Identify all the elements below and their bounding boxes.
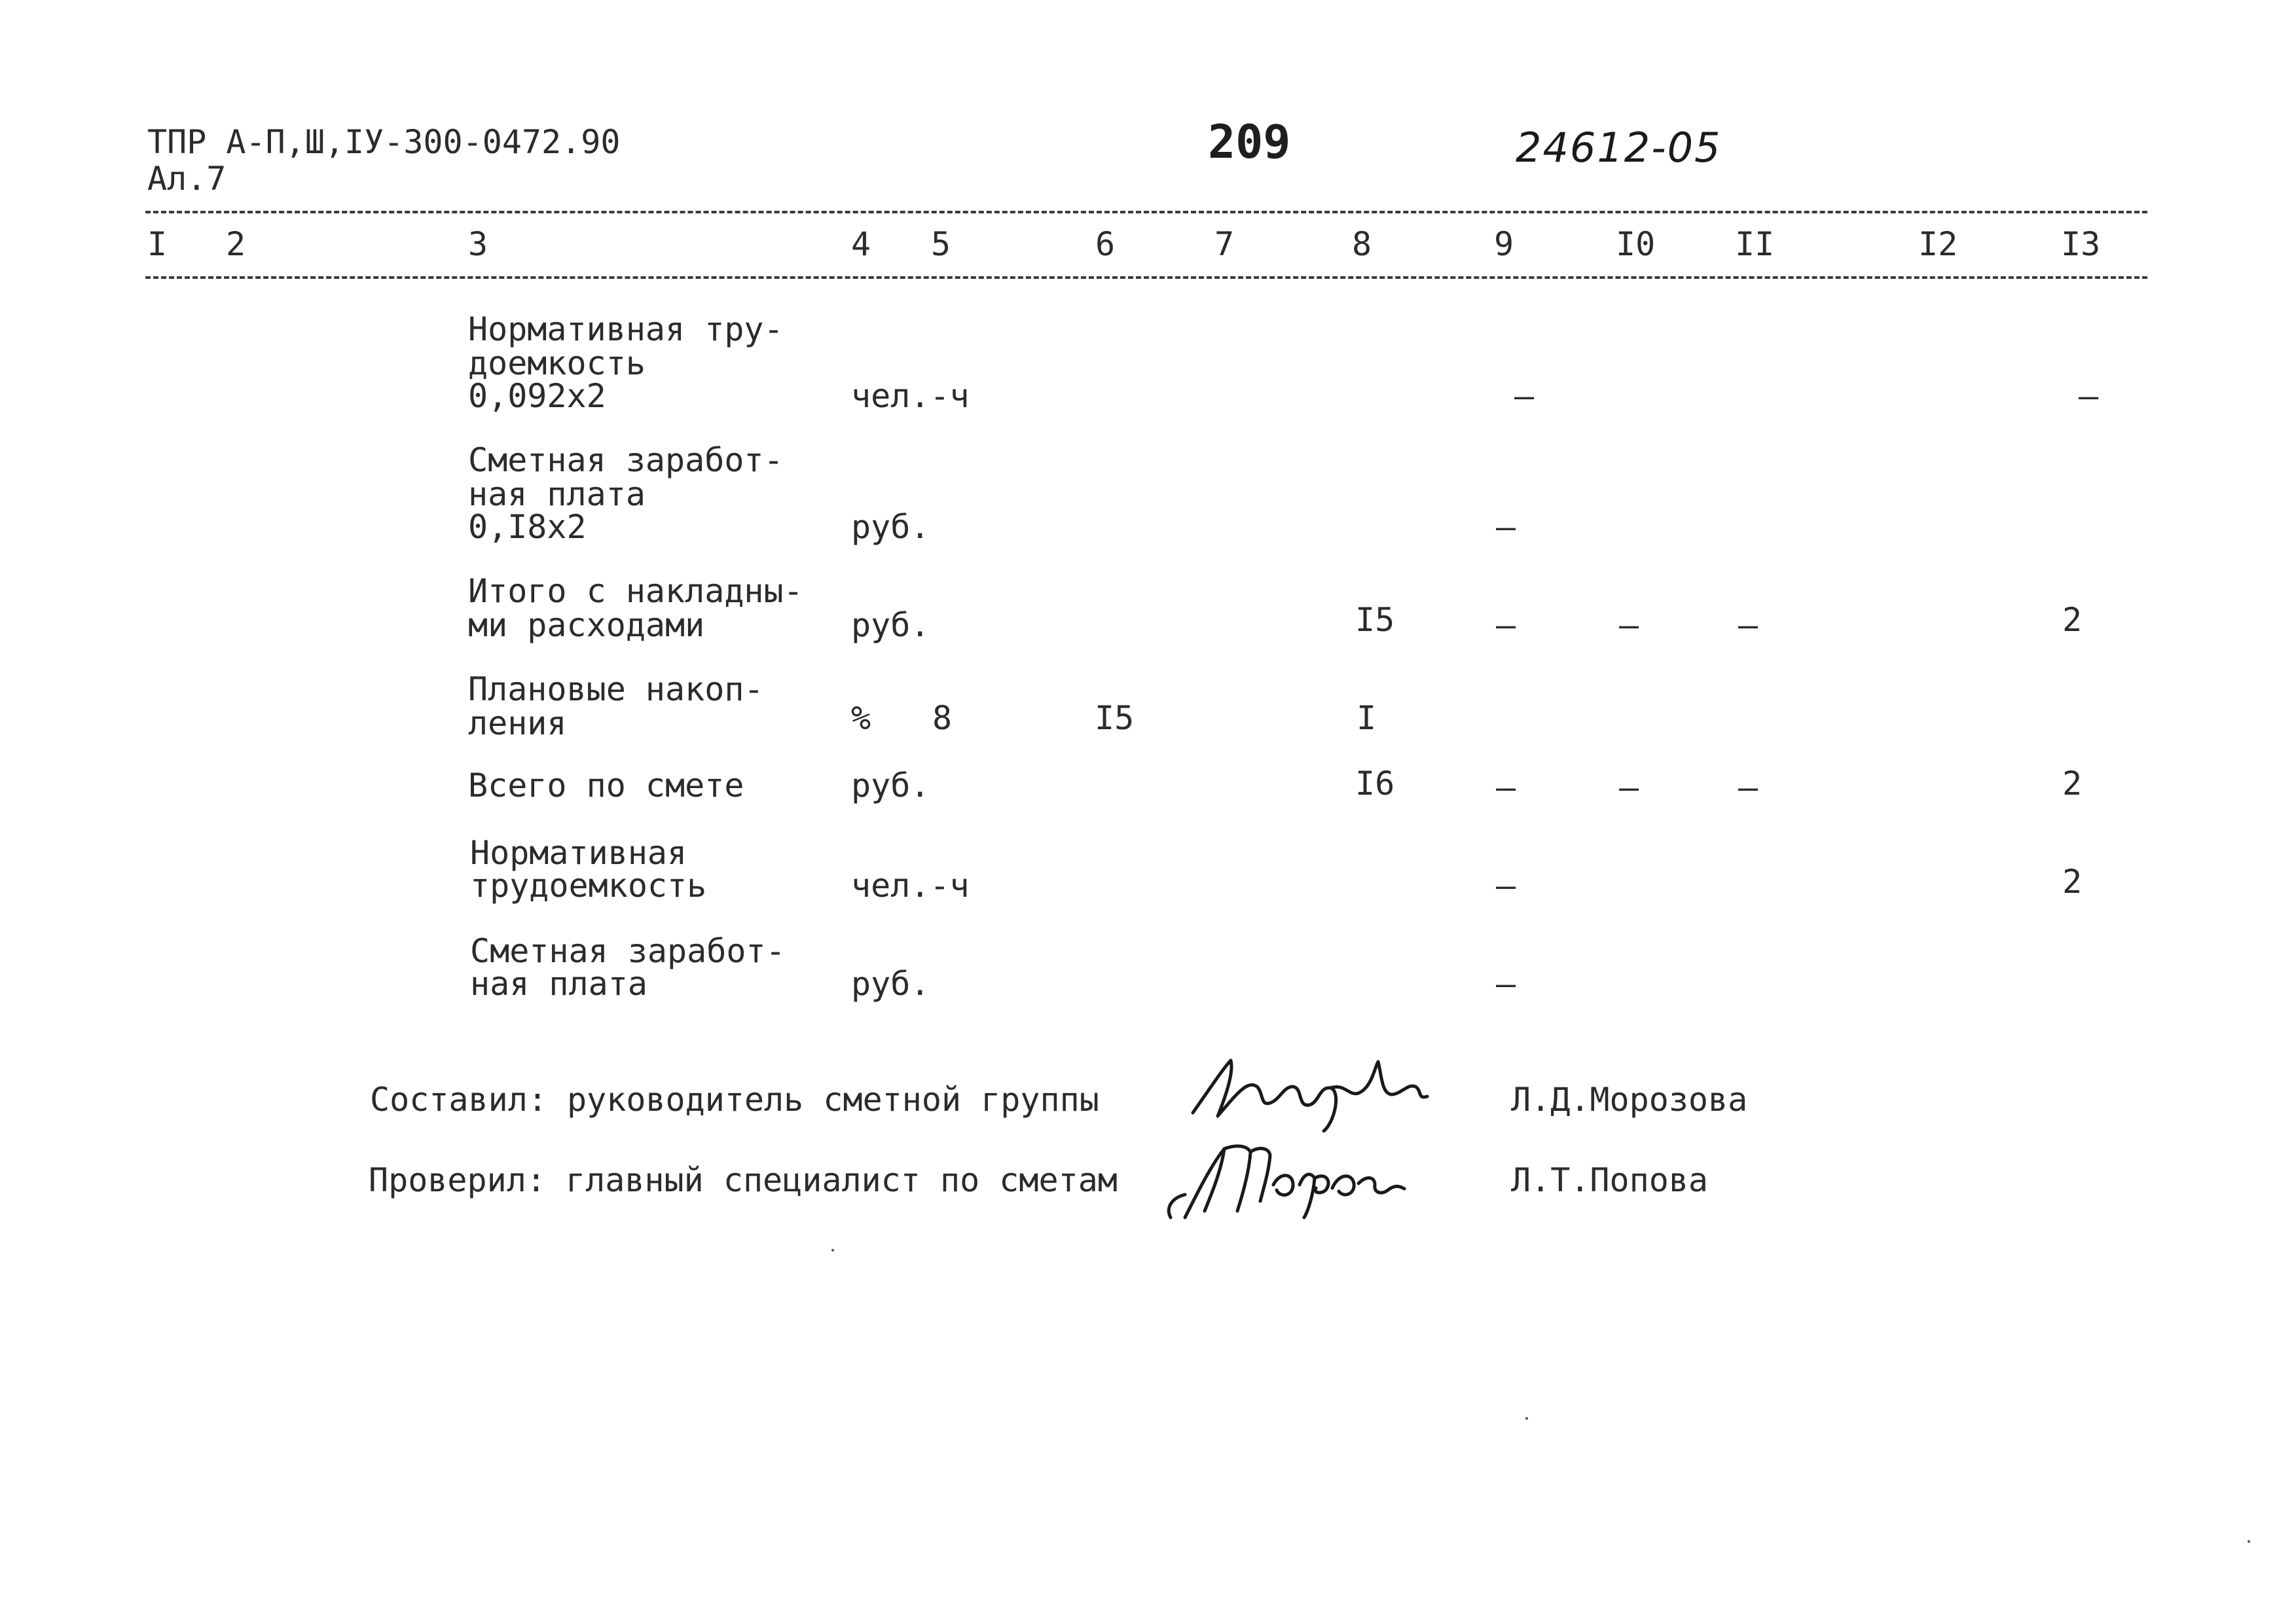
cell-col9: – xyxy=(1514,377,1535,415)
scan-speck xyxy=(2248,1540,2250,1543)
cell-col11: – xyxy=(1738,768,1758,806)
cell-col6: I5 xyxy=(1095,699,1135,737)
row-label: трудоемкость xyxy=(470,867,707,905)
column-number-1: I xyxy=(147,225,168,263)
cell-col8: I6 xyxy=(1355,765,1395,803)
row-label: Итого с накладны- xyxy=(468,572,803,610)
compiled-by-name: Л.Д.Морозова xyxy=(1511,1081,1748,1119)
row-unit: руб. xyxy=(851,965,930,1003)
document-code: ТПР А-П,Ш,IУ-300-0472.90 xyxy=(147,123,621,161)
cell-col9: – xyxy=(1496,965,1516,1003)
morozova-signature xyxy=(1185,1047,1460,1132)
checked-by-name: Л.Т.Попова xyxy=(1511,1161,1709,1199)
row-label: Нормативная xyxy=(470,834,687,872)
column-number-3: 3 xyxy=(468,225,488,263)
column-number-8: 8 xyxy=(1352,225,1372,263)
cell-col8: I5 xyxy=(1355,601,1395,639)
row-label: Сметная заработ- xyxy=(468,441,784,479)
scan-speck xyxy=(831,1249,834,1252)
cell-col11: – xyxy=(1738,606,1758,644)
row-label: ления xyxy=(468,704,567,742)
row-label: 0,092х2 xyxy=(468,377,606,415)
column-number-10: I0 xyxy=(1616,225,1656,263)
row-unit: чел.-ч xyxy=(851,867,970,905)
cell-col10: – xyxy=(1619,768,1639,806)
row-unit: руб. xyxy=(851,767,930,804)
checked-by-label: Проверил: главный специалист по сметам xyxy=(369,1161,1118,1199)
cell-col13: 2 xyxy=(2062,601,2083,639)
row-label: ная плата xyxy=(468,475,646,513)
cell-col9: – xyxy=(1496,508,1516,546)
popova-signature xyxy=(1159,1132,1421,1224)
row-label: Плановые накоп- xyxy=(468,670,764,708)
cell-col13: 2 xyxy=(2062,863,2083,901)
row-unit: % xyxy=(851,699,871,737)
row-label: доемкость xyxy=(468,344,646,382)
sheet-label: Ал.7 xyxy=(147,160,227,198)
column-number-2: 2 xyxy=(226,225,246,263)
column-number-13: I3 xyxy=(2061,225,2101,263)
row-unit: руб. xyxy=(851,508,930,546)
row-label: Сметная заработ- xyxy=(470,932,786,970)
compiled-by-label: Составил: руководитель сметной группы xyxy=(370,1081,1099,1119)
column-number-5: 5 xyxy=(931,225,951,263)
header-rule-bottom xyxy=(145,276,2147,279)
column-number-7: 7 xyxy=(1214,225,1235,263)
column-number-11: II xyxy=(1735,225,1775,263)
row-label: ная плата xyxy=(470,965,647,1003)
row-label: Всего по смете xyxy=(468,767,744,804)
row-label: ми расходами xyxy=(468,606,705,644)
header-rule-top xyxy=(145,211,2147,213)
column-number-4: 4 xyxy=(851,225,871,263)
column-number-12: I2 xyxy=(1918,225,1958,263)
cell-col9: – xyxy=(1496,606,1516,644)
cell-col9: – xyxy=(1496,768,1516,806)
row-label: Нормативная тру- xyxy=(468,310,784,348)
page-number: 209 xyxy=(1208,115,1291,169)
cell-col8: I xyxy=(1357,699,1377,737)
column-number-9: 9 xyxy=(1494,225,1514,263)
cell-col13: – xyxy=(2079,377,2099,415)
row-unit: руб. xyxy=(851,606,930,644)
cell-col5: 8 xyxy=(932,699,953,737)
cell-col9: – xyxy=(1496,867,1516,905)
handwritten-document-number: 24612-05 xyxy=(1516,124,1722,171)
row-unit: чел.-ч xyxy=(851,377,970,415)
row-label: 0,I8х2 xyxy=(468,508,587,546)
cell-col10: – xyxy=(1619,606,1639,644)
column-number-6: 6 xyxy=(1095,225,1116,263)
cell-col13: 2 xyxy=(2062,765,2083,803)
scan-speck xyxy=(1525,1417,1528,1420)
